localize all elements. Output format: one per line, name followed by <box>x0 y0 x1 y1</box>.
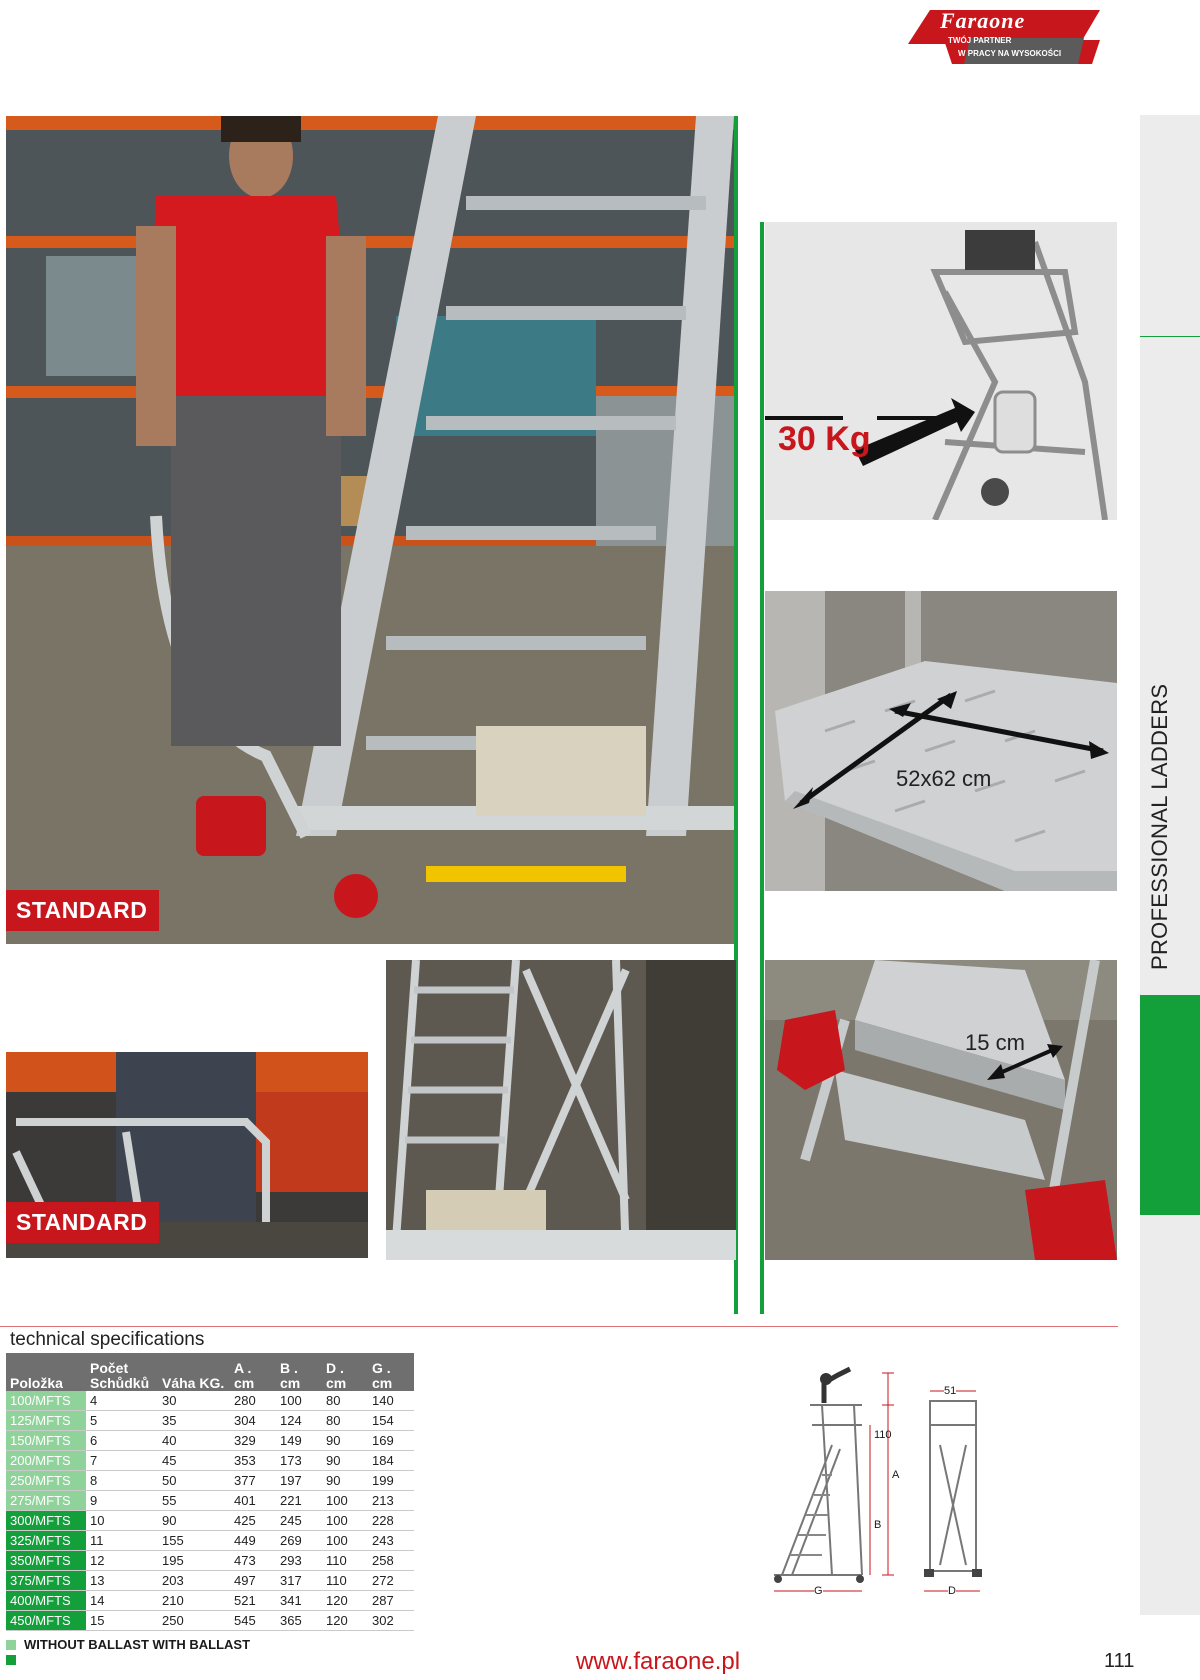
platform-photo <box>765 591 1117 891</box>
spec-cell-a: 329 <box>230 1431 276 1451</box>
side-divider <box>1140 336 1200 337</box>
spec-cell-a: 377 <box>230 1471 276 1491</box>
spec-cell-weight: 250 <box>158 1611 230 1631</box>
spec-cell-g: 213 <box>368 1491 414 1511</box>
spec-cell-g: 169 <box>368 1431 414 1451</box>
spec-cell-b: 100 <box>276 1391 322 1411</box>
spec-cell-a: 304 <box>230 1411 276 1431</box>
spec-cell-item: 150/MFTS <box>6 1431 86 1451</box>
spec-cell-b: 365 <box>276 1611 322 1631</box>
spec-cell-weight: 155 <box>158 1531 230 1551</box>
brand-tagline-1: TWÓJ PARTNER <box>948 36 1012 45</box>
spec-row <box>6 1451 414 1471</box>
spec-cell-b: 221 <box>276 1491 322 1511</box>
spec-cell-steps: 11 <box>86 1531 158 1551</box>
spec-cell-a: 401 <box>230 1491 276 1511</box>
spec-cell-steps: 13 <box>86 1571 158 1591</box>
spec-cell-item: 250/MFTS <box>6 1471 86 1491</box>
ballast-legend <box>6 1637 250 1667</box>
spec-cell-b: 341 <box>276 1591 322 1611</box>
spec-cell-a: 353 <box>230 1451 276 1471</box>
spec-cell-steps: 12 <box>86 1551 158 1571</box>
spec-cell-weight: 40 <box>158 1431 230 1451</box>
spec-row <box>6 1411 414 1431</box>
side-accent <box>1140 995 1200 1215</box>
spec-cell-weight: 50 <box>158 1471 230 1491</box>
dim-b-label: B <box>874 1519 882 1531</box>
spec-cell-weight: 210 <box>158 1591 230 1611</box>
section-label: PROFESSIONAL LADDERS <box>1147 683 1172 970</box>
standard-badge-small: STANDARD <box>6 1202 159 1243</box>
spec-cell-steps: 15 <box>86 1611 158 1631</box>
dim-51-label: 51 <box>944 1385 957 1397</box>
spec-cell-item: 375/MFTS <box>6 1571 86 1591</box>
spec-cell-g: 140 <box>368 1391 414 1411</box>
spec-cell-b: 173 <box>276 1451 322 1471</box>
spec-cell-g: 184 <box>368 1451 414 1471</box>
spec-cell-d: 80 <box>322 1411 368 1431</box>
dim-110-label: 110 <box>874 1429 892 1441</box>
spec-cell-d: 120 <box>322 1591 368 1611</box>
spec-cell-b: 317 <box>276 1571 322 1591</box>
spec-cell-steps: 10 <box>86 1511 158 1531</box>
spec-cell-d: 90 <box>322 1471 368 1491</box>
dim-a-label: A <box>892 1469 900 1481</box>
spec-cell-d: 90 <box>322 1451 368 1471</box>
spec-cell-d: 100 <box>322 1511 368 1531</box>
header-item: Položka <box>6 1353 86 1391</box>
spec-cell-steps: 9 <box>86 1491 158 1511</box>
spec-cell-item: 400/MFTS <box>6 1591 86 1611</box>
spec-cell-b: 245 <box>276 1511 322 1531</box>
spec-cell-a: 449 <box>230 1531 276 1551</box>
spec-row <box>6 1471 414 1491</box>
spec-cell-g: 302 <box>368 1611 414 1631</box>
standard-badge-main: STANDARD <box>6 890 159 931</box>
spec-table <box>6 1353 414 1631</box>
spec-cell-g: 258 <box>368 1551 414 1571</box>
spec-cell-weight: 30 <box>158 1391 230 1411</box>
brand-name: Faraone <box>940 8 1026 33</box>
spec-cell-weight: 55 <box>158 1491 230 1511</box>
spec-row <box>6 1571 414 1591</box>
spec-row <box>6 1431 414 1451</box>
divider-rule-2 <box>760 222 764 1314</box>
spec-cell-d: 90 <box>322 1431 368 1451</box>
spec-cell-b: 149 <box>276 1431 322 1451</box>
spec-cell-steps: 14 <box>86 1591 158 1611</box>
legend-text: WITHOUT BALLAST WITH BALLAST <box>24 1637 251 1652</box>
spec-cell-g: 243 <box>368 1531 414 1551</box>
spec-cell-b: 293 <box>276 1551 322 1571</box>
platform-size-label: 52x62 cm <box>896 766 992 791</box>
spec-cell-item: 450/MFTS <box>6 1611 86 1631</box>
spec-cell-weight: 90 <box>158 1511 230 1531</box>
spec-cell-steps: 5 <box>86 1411 158 1431</box>
spec-cell-d: 110 <box>322 1551 368 1571</box>
ladder-technical-drawing <box>762 1365 992 1605</box>
spec-row <box>6 1591 414 1611</box>
without-ballast-swatch <box>6 1640 16 1650</box>
with-ballast-swatch <box>6 1655 16 1665</box>
spec-divider <box>0 1326 1118 1327</box>
spec-cell-b: 124 <box>276 1411 322 1431</box>
spec-cell-g: 154 <box>368 1411 414 1431</box>
step-depth-label: 15 cm <box>965 1030 1025 1055</box>
spec-cell-d: 100 <box>322 1531 368 1551</box>
spec-cell-item: 125/MFTS <box>6 1411 86 1431</box>
spec-cell-g: 272 <box>368 1571 414 1591</box>
spec-row <box>6 1511 414 1531</box>
spec-row <box>6 1531 414 1551</box>
header-g: G . cm <box>368 1353 414 1391</box>
ballast-weight-label: 30 Kg <box>778 420 871 458</box>
header-weight: Váha KG. <box>158 1353 230 1391</box>
spec-header-row <box>6 1353 414 1391</box>
spec-cell-steps: 7 <box>86 1451 158 1471</box>
footer-website-link[interactable]: www.faraone.pl <box>576 1648 741 1675</box>
ballast-photo <box>765 222 1117 520</box>
spec-cell-weight: 203 <box>158 1571 230 1591</box>
spec-cell-d: 80 <box>322 1391 368 1411</box>
spec-cell-item: 275/MFTS <box>6 1491 86 1511</box>
spec-title: technical specifications <box>10 1329 205 1350</box>
spec-cell-item: 200/MFTS <box>6 1451 86 1471</box>
spec-row <box>6 1551 414 1571</box>
dim-d-label: D <box>948 1585 956 1597</box>
header-steps: Počet Schůdků <box>86 1353 158 1391</box>
spec-cell-g: 287 <box>368 1591 414 1611</box>
header-d: D . cm <box>322 1353 368 1391</box>
spec-cell-a: 280 <box>230 1391 276 1411</box>
spec-cell-d: 110 <box>322 1571 368 1591</box>
spec-cell-d: 100 <box>322 1491 368 1511</box>
step-depth-photo <box>765 960 1117 1260</box>
spec-cell-g: 199 <box>368 1471 414 1491</box>
spec-row <box>6 1491 414 1511</box>
spec-cell-b: 197 <box>276 1471 322 1491</box>
main-photo <box>6 116 738 944</box>
spec-cell-item: 325/MFTS <box>6 1531 86 1551</box>
spec-row <box>6 1611 414 1631</box>
spec-cell-item: 300/MFTS <box>6 1511 86 1531</box>
ladder-frame-photo <box>386 960 736 1260</box>
spec-cell-b: 269 <box>276 1531 322 1551</box>
spec-cell-steps: 8 <box>86 1471 158 1491</box>
spec-cell-steps: 4 <box>86 1391 158 1411</box>
spec-cell-a: 425 <box>230 1511 276 1531</box>
spec-cell-a: 521 <box>230 1591 276 1611</box>
header-a: A . cm <box>230 1353 276 1391</box>
dim-g-label: G <box>814 1585 823 1597</box>
spec-row <box>6 1391 414 1411</box>
spec-cell-weight: 195 <box>158 1551 230 1571</box>
page-number: 111 <box>1104 1650 1135 1672</box>
spec-cell-item: 350/MFTS <box>6 1551 86 1571</box>
spec-cell-g: 228 <box>368 1511 414 1531</box>
spec-cell-weight: 35 <box>158 1411 230 1431</box>
spec-cell-a: 497 <box>230 1571 276 1591</box>
spec-cell-steps: 6 <box>86 1431 158 1451</box>
spec-cell-a: 545 <box>230 1611 276 1631</box>
header-b: B . cm <box>276 1353 322 1391</box>
spec-cell-a: 473 <box>230 1551 276 1571</box>
spec-cell-item: 100/MFTS <box>6 1391 86 1411</box>
brand-tagline-2: W PRACY NA WYSOKOŚCI <box>958 49 1062 58</box>
spec-cell-weight: 45 <box>158 1451 230 1471</box>
spec-cell-d: 120 <box>322 1611 368 1631</box>
